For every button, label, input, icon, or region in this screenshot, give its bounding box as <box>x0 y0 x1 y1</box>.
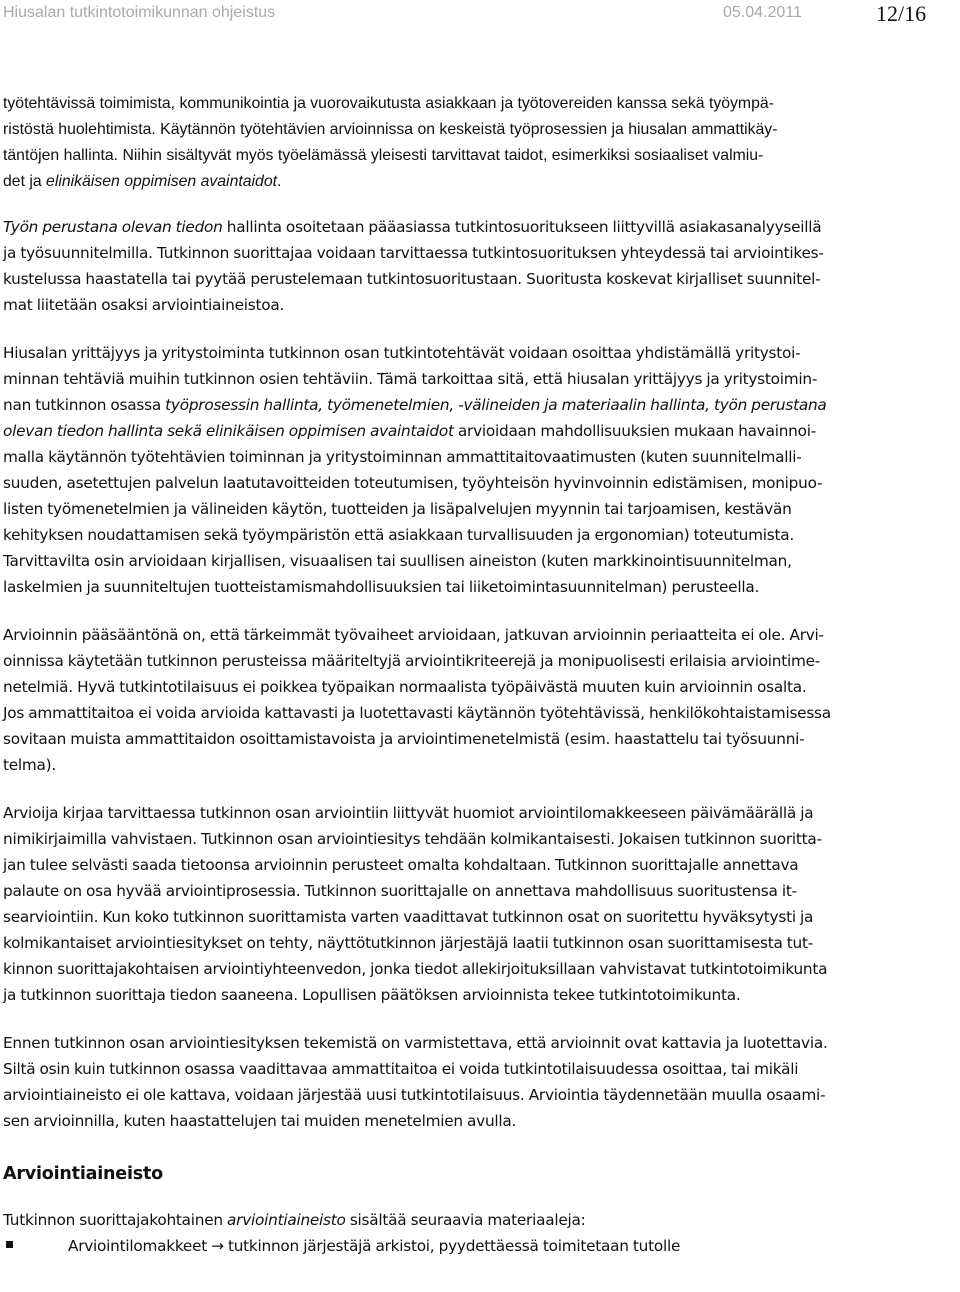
text-line: kolmikantaiset arviointiesitykset on tehty, näyttötutkinnon järjestäjä laatii tutkinnon osan suorittamisesta tut- <box>3 934 814 952</box>
text-line: sovitaan muista ammattitaidon osoittamistavoista ja arviointimenetelmistä (esim. haastattelu tai työsuunni- <box>3 730 805 748</box>
text-line <box>3 169 958 195</box>
text-line: jan tulee selvästi saada tietoonsa arvioinnin perusteet omalta kohdaltaan. Tutkinnon suorittajalle annettava <box>3 856 799 874</box>
italic-text: työprosessin hallinta, työmenetelmien, -välineiden ja materiaalin hallinta, työn perustana <box>165 396 827 414</box>
document-date: 05.04.2011 <box>723 4 802 21</box>
list-item <box>3 1233 958 1259</box>
text-line: netelmiä. Hyvä tutkintotilaisuus ei poikkea työpaikan normaalista työpäivästä muuten kuin arvioinnin osalta. <box>3 678 807 696</box>
text-line: kehityksen noudattamisen sekä työympäristön että asiakkaan turvallisuuden ja ergonomian) toteutumista. <box>3 526 794 544</box>
text-line: nimikirjaimilla vahvistaen. Tutkinnon osan arviointiesitys tehdään kolmikantaisesti. Jokaisen tutkinnon suoritta- <box>3 830 822 848</box>
list-item-text: tutkinnon järjestäjä arkistoi, pyydettäessä toimitetaan tutolle <box>223 1237 681 1255</box>
text-line: suuden, asetettujen palvelun laatutavoitteiden toteutumisen, työyhteisön hyvinvoinnin edistämisen, monipuo- <box>3 474 823 492</box>
page-number: 12/16 <box>876 1 927 26</box>
document-body <box>3 91 958 1259</box>
text-run: arvioidaan mahdollisuuksien mukaan havainnoi- <box>453 422 817 440</box>
text-line: Ennen tutkinnon osan arviointiesityksen tekemistä on varmistettava, että arvioinnit ovat kattavia ja luotettavia. <box>3 1034 828 1052</box>
text-line: Jos ammattitaitoa ei voida arvioida kattavasti ja luotettavasti käytännön työtehtävissä, henkilökohtaistamisessa <box>3 704 831 722</box>
italic-text: Työn perustana olevan tiedon <box>3 218 223 236</box>
arrow-right-icon: → <box>211 1237 224 1255</box>
text-line: ristöstä huolehtimista. Käytännön työtehtävien arvioinnissa on keskeistä työprosessien ja hiusalan ammattikäy- <box>3 121 778 138</box>
text-line <box>3 392 958 418</box>
paragraph-verification <box>3 1030 958 1134</box>
text-line: arviointiaineisto ei ole kattava, voidaan järjestää uusi tutkintotilaisuus. Arviointia täydennetään muulla osaami- <box>3 1086 826 1104</box>
text-run: det ja <box>3 173 47 190</box>
text-line: Arvioija kirjaa tarvittaessa tutkinnon osan arviointiin liittyvät huomiot arviointilomakkeeseen päivämäärällä ja <box>3 804 814 822</box>
text-line: Tarvittavilta osin arvioidaan kirjallisen, visuaalisen tai suullisen aineiston (kuten markkinointisuunnitelman, <box>3 552 792 570</box>
text-line: ja työsuunnitelmilla. Tutkinnon suorittajaa voidaan tarvittaessa tutkintosuorituksen yhteydessä tai arviointikes- <box>3 244 824 262</box>
text-run: . <box>277 173 282 190</box>
text-line: laskelmien ja suunniteltujen tuotteistamismahdollisuuksien tai liiketoimintasuunnitelman) perusteella. <box>3 578 760 596</box>
section-heading: Arviointiaineisto <box>3 1164 163 1184</box>
text-line: searviointiin. Kun koko tutkinnon suorittamista varten vaadittavat tutkinnon osat on suoritettu hyväksytysti ja <box>3 908 814 926</box>
square-bullet-icon <box>6 1241 13 1248</box>
text-line: sen arvioinnilla, kuten haastattelujen tai muiden menetelmien avulla. <box>3 1112 517 1130</box>
paragraph-assessment-principle <box>3 622 958 778</box>
italic-text: olevan tiedon hallinta sekä elinikäisen oppimisen avaintaidot <box>3 422 454 440</box>
text-line: Hiusalan yrittäjyys ja yritystoiminta tutkinnon osan tutkintotehtävät voidaan osoittaa yhdistämällä yritystoi- <box>3 344 801 362</box>
text-line: mat liitetään osaksi arviointiaineistoa. <box>3 296 285 314</box>
list-item-label: Arviointilomakkeet <box>68 1237 207 1255</box>
paragraph-assessor-records <box>3 800 958 1008</box>
text-line: täntöjen hallinta. Niihin sisältyvät myös työelämässä yleisesti tarvittavat taidot, esimerkiksi sosiaaliset valmiu- <box>3 147 764 164</box>
text-line: minnan tehtäviä muihin tutkinnon osien tehtäviin. Tämä tarkoittaa sitä, että hiusalan yrittäjyys ja yritystoimin- <box>3 370 818 388</box>
paragraph-work-tasks <box>3 91 958 195</box>
paragraph-entrepreneurship <box>3 340 958 600</box>
text-line: palaute on osa hyvää arviointiprosessia. Tutkinnon suorittajalle on annettava mahdollisuus suoritustensa it- <box>3 882 797 900</box>
document-title: Hiusalan tutkintotoimikunnan ohjeistus <box>3 4 276 21</box>
page-header <box>0 0 960 28</box>
italic-text: elinikäisen oppimisen avaintaidot <box>46 173 277 190</box>
text-line: kinnon suorittajakohtaisen arviointiyhteenvedon, jonka tiedot allekirjoituksillaan vahvistavat tutkintotoimikunta <box>3 960 828 978</box>
paragraph-material-intro <box>3 1207 958 1233</box>
text-line: oinnissa käytetään tutkinnon perusteissa määriteltyjä arviointikriteerejä ja monipuolisesti erilaisia arviointime- <box>3 652 821 670</box>
text-run: sisältää seuraavia materiaaleja: <box>345 1211 586 1229</box>
text-line: malla käytännön työtehtävien toiminnan ja yritystoiminnan ammattitaitovaatimusten (kuten suunnitelmalli- <box>3 448 802 466</box>
text-run: hallinta osoitetaan pääasiassa tutkintosuoritukseen liittyvillä asiakasanalyyseillä <box>222 218 822 236</box>
text-line: Siltä osin kuin tutkinnon osassa vaadittavaa ammattitaitoa ei voida tutkintotilaisuudessa osoittaa, tai mikäli <box>3 1060 799 1078</box>
text-line: työtehtävissä toimimista, kommunikointia ja vuorovaikutusta asiakkaan ja työtovereiden kanssa sekä työympä- <box>3 95 774 112</box>
text-line: ja tutkinnon suorittaja tiedon saaneena. Lopullisen päätöksen arvioinnista tekee tutkintotoimikunta. <box>3 986 741 1004</box>
paragraph-knowledge-basis <box>3 214 958 318</box>
text-line <box>3 214 958 240</box>
text-line: kustelussa haastatella tai pyytää perustelemaan tutkintosuoritustaan. Suoritusta koskevat kirjalliset suunnitel- <box>3 270 821 288</box>
text-line <box>3 418 958 444</box>
italic-text: arviointiaineisto <box>227 1211 346 1229</box>
text-line: telma). <box>3 756 57 774</box>
text-line: Arvioinnin pääsääntönä on, että tärkeimmät työvaiheet arvioidaan, jatkuvan arvioinnin periaatteita ei ole. Arvi- <box>3 626 824 644</box>
text-run: nan tutkinnon osassa <box>3 396 166 414</box>
text-line <box>3 1207 958 1233</box>
text-run: Tutkinnon suorittajakohtainen <box>3 1211 228 1229</box>
text-line: listen työmenetelmien ja välineiden käytön, tuotteiden ja lisäpalvelujen myynnin tai tarjoamisen, kestävän <box>3 500 792 518</box>
